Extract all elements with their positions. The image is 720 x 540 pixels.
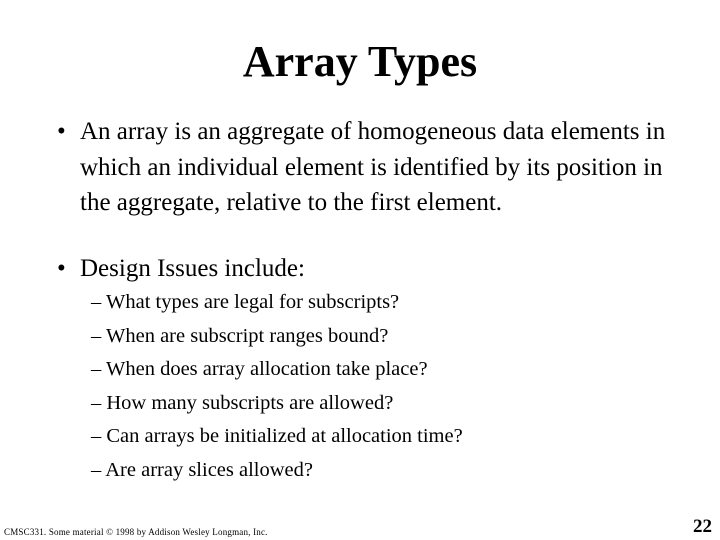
bullet-text: An array is an aggregate of homogeneous data elements in which an individual element is identified by its position in the aggregate, relative to the first element. (80, 118, 666, 216)
bullet-marker: • (57, 118, 66, 145)
design-issue-item: – What types are legal for subscripts? (91, 291, 400, 313)
design-issue-item: – When are subscript ranges bound? (91, 324, 389, 347)
bullet-text: Design Issues include: (80, 255, 305, 282)
bullet-marker: • (57, 255, 66, 282)
design-issue-item: – When does array allocation take place? (91, 358, 428, 381)
slide-title: Array Types (242, 37, 478, 86)
design-issue-item: – Can arrays be initialized at allocation time? (91, 425, 463, 448)
design-issue-item: – How many subscripts are allowed? (91, 391, 394, 414)
page-number: 22 (693, 516, 712, 537)
slide-footer: CMSC331. Some material © 1998 by Addison Wesley Longman, Inc. (4, 527, 268, 537)
bullet-design-issues (57, 251, 670, 287)
bullet-array-definition (57, 114, 670, 221)
design-issue-item: – Are array slices allowed? (91, 458, 313, 481)
design-issues-list (91, 286, 671, 488)
